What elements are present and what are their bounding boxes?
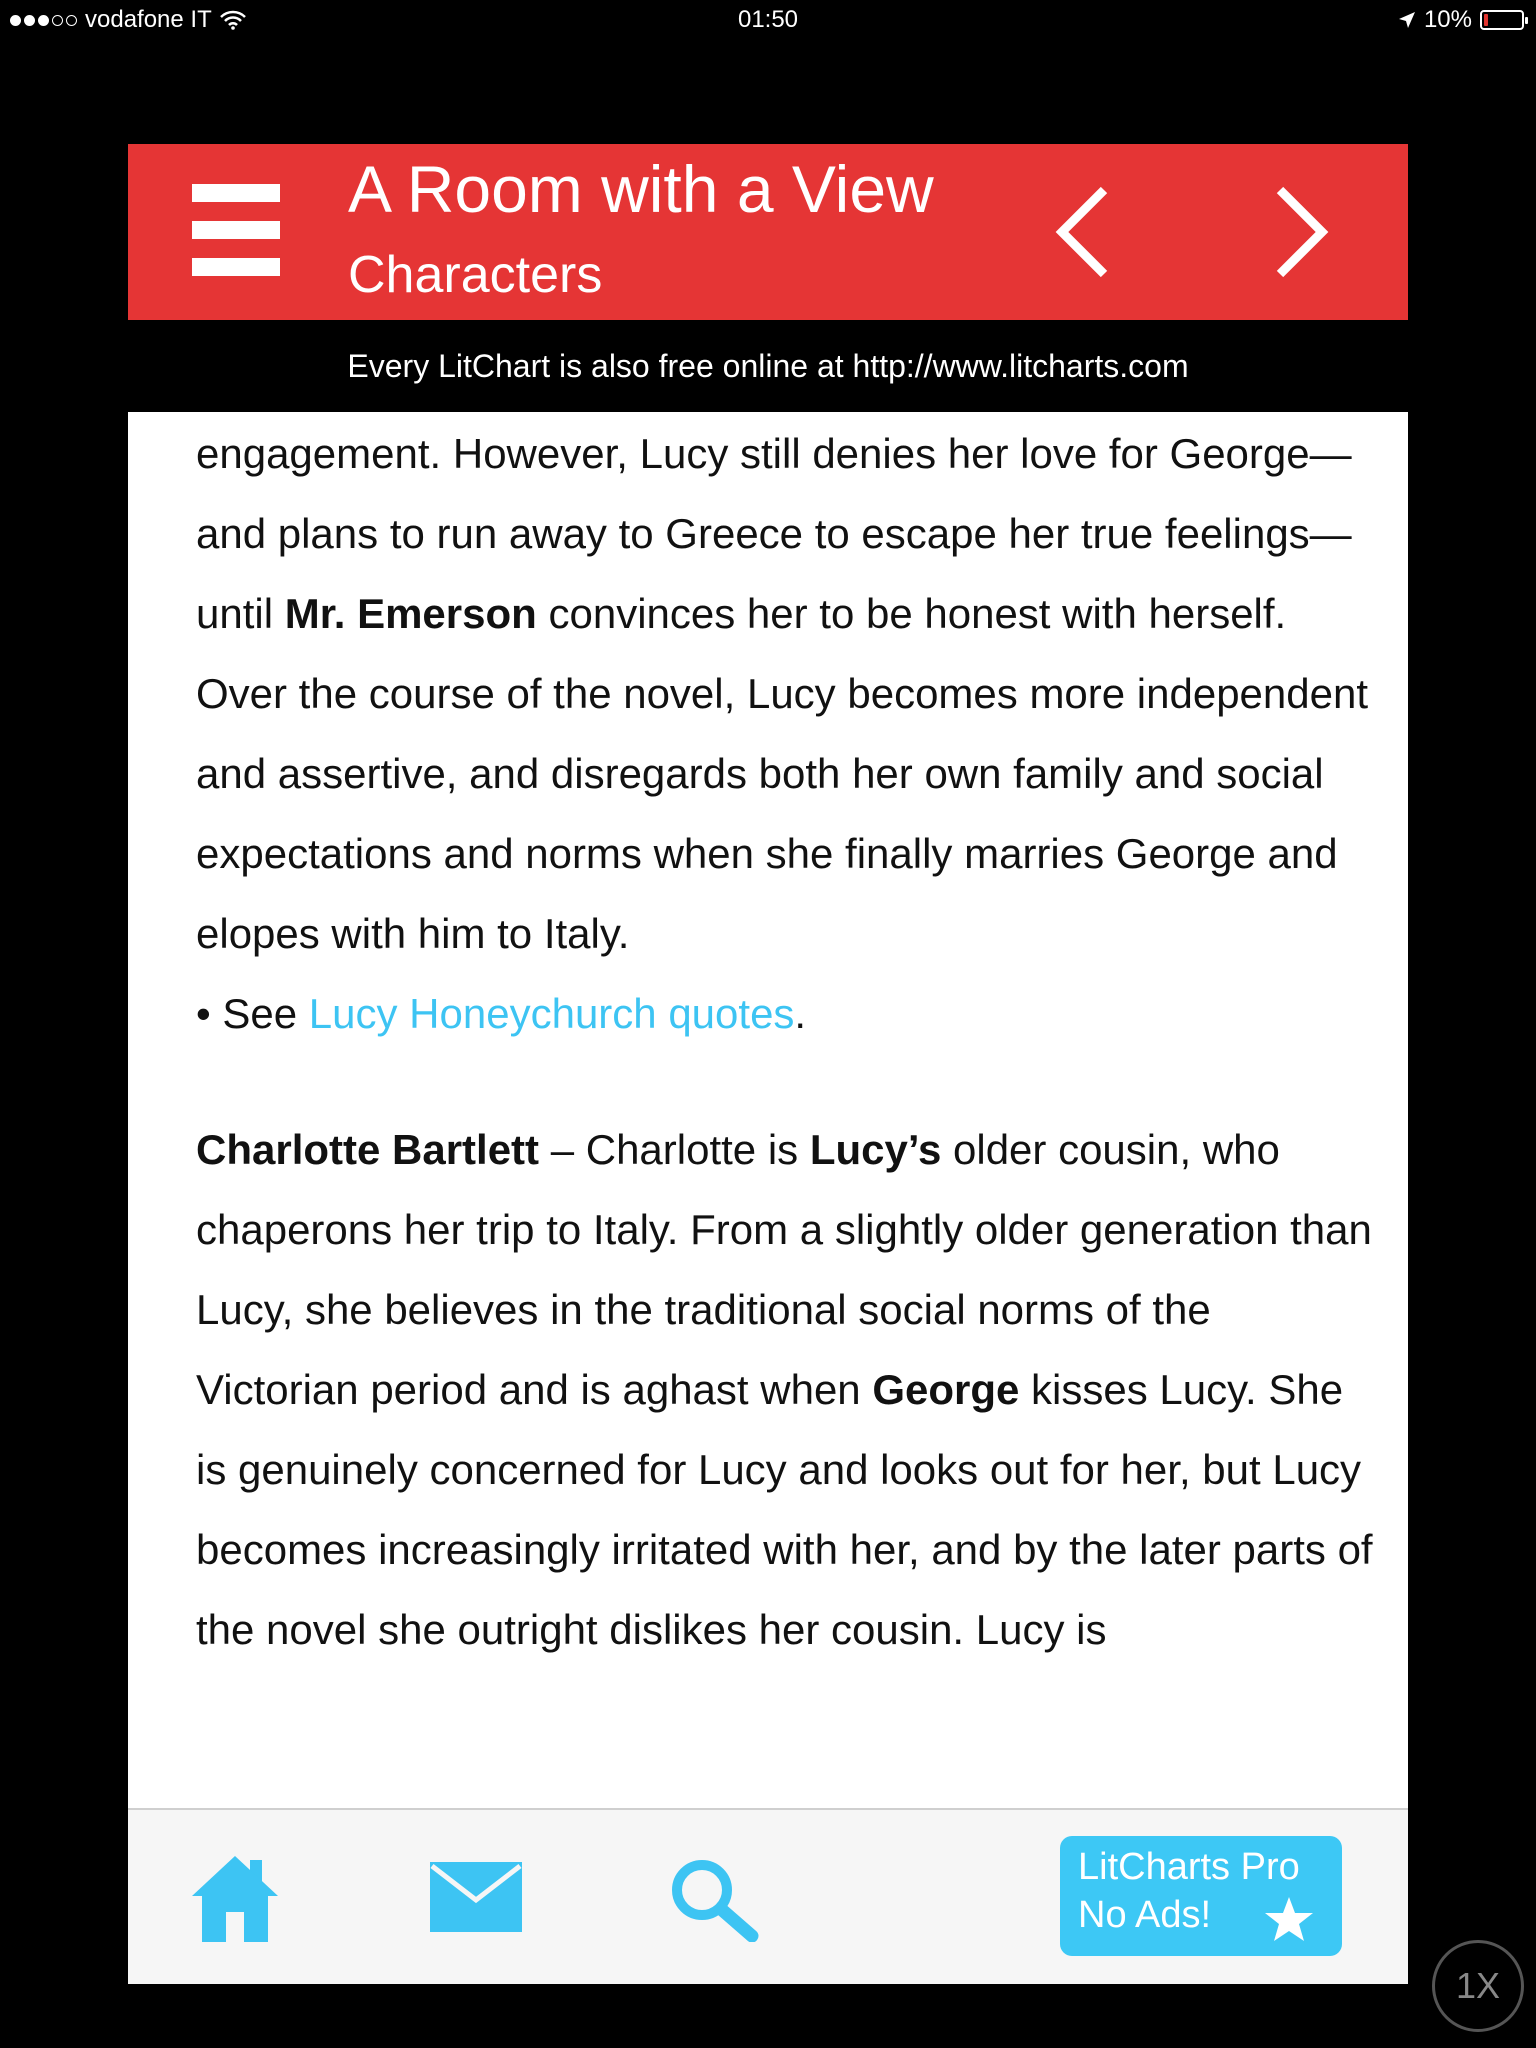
chevron-left-icon (1028, 172, 1148, 292)
mail-button[interactable] (430, 1862, 522, 1932)
character-text (196, 414, 1376, 1670)
lucy-quotes-link[interactable]: Lucy Honeychurch quotes (308, 990, 795, 1037)
zoom-toggle-button[interactable]: 1X (1432, 1940, 1524, 2032)
star-icon (1264, 1896, 1314, 1942)
battery-level (1484, 14, 1488, 26)
content-area[interactable] (128, 412, 1408, 1808)
character-name-charlotte: Charlotte Bartlett (196, 1126, 540, 1173)
see-quotes-item (196, 974, 1376, 1054)
battery-percent: 10% (1423, 6, 1472, 33)
lucy-text-1: engagement. However, Lucy still denies her love for George—and plans to run away to Greece to escape her true feelings—until (196, 430, 1352, 637)
charlotte-text-2: older cousin, who chaperons her trip to Italy. From a slightly older generation than Lucy, she believes in the traditional social norms of the Victorian period and is aghast when (196, 1126, 1372, 1413)
promo-banner: Every LitChart is also free online at http://www.litcharts.com (128, 320, 1408, 412)
status-right (1398, 6, 1524, 34)
battery-icon (1480, 10, 1524, 30)
see-prefix: See (210, 990, 309, 1037)
hamburger-menu-icon[interactable] (192, 184, 280, 276)
search-button[interactable] (668, 1856, 760, 1942)
lucy-text-2: convinces her to be honest with herself. Over the course of the novel, Lucy becomes more independent and assertive, and disregards both her own family and social expectations and norms when she finally marries George and elopes with him to Italy. (196, 590, 1369, 957)
chevron-right-icon (1236, 172, 1356, 292)
section-title: Characters (348, 246, 603, 304)
bottom-toolbar (128, 1808, 1408, 1984)
charlotte-text-1: – Charlotte is (539, 1126, 810, 1173)
book-title: A Room with a View (348, 152, 934, 226)
no-ads-label: No Ads! (1078, 1894, 1212, 1936)
character-george: George (872, 1366, 1020, 1413)
pro-label: LitCharts Pro (1078, 1846, 1300, 1888)
previous-section-button[interactable] (1028, 172, 1148, 292)
header-bar (128, 144, 1408, 320)
status-bar (0, 0, 1536, 40)
litcharts-pro-button[interactable] (1060, 1836, 1342, 1956)
charlotte-text-3: kisses Lucy. She is genuinely concerned for Lucy and looks out for her, but Lucy becomes increasingly irritated with her, and by the later parts of the novel she outright dislikes her cousin. Lucy is (196, 1366, 1373, 1653)
search-icon (668, 1856, 760, 1942)
bullet-mark: • (196, 990, 211, 1037)
location-arrow-icon (1398, 11, 1416, 29)
home-icon (190, 1854, 280, 1942)
carrier-name: vodafone IT (85, 6, 212, 33)
character-lucy: Lucy’s (809, 1126, 942, 1173)
character-mr-emerson: Mr. Emerson (284, 590, 537, 637)
lucy-paragraph (196, 414, 1376, 974)
see-suffix: . (794, 990, 807, 1037)
mail-icon (430, 1862, 522, 1932)
app-window (128, 144, 1408, 1984)
home-button[interactable] (190, 1854, 280, 1942)
charlotte-paragraph (196, 1110, 1376, 1670)
next-section-button[interactable] (1236, 172, 1356, 292)
status-time: 01:50 (737, 6, 799, 33)
